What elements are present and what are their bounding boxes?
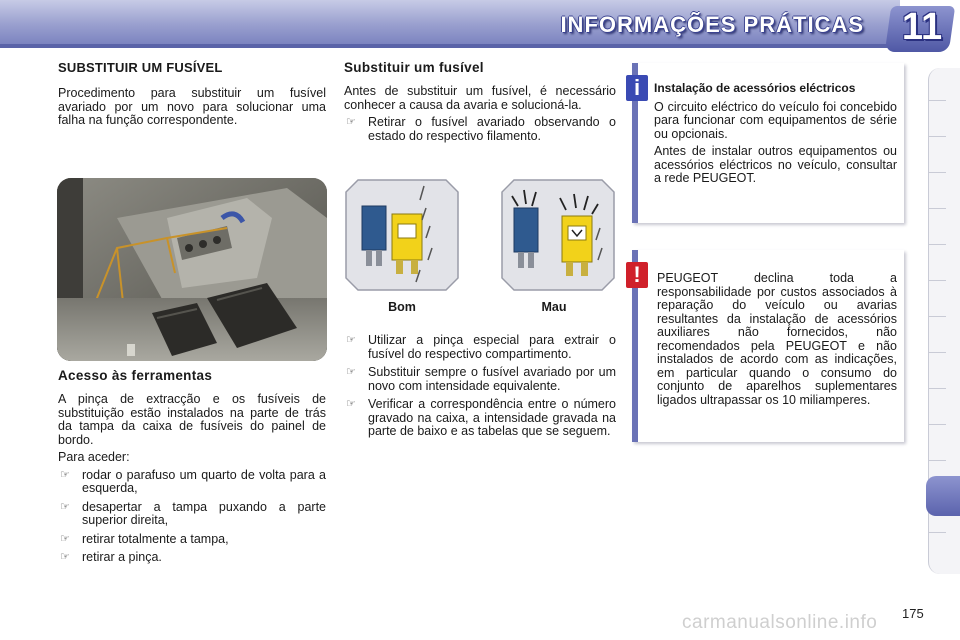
page-number: 175 (902, 606, 924, 621)
pointing-hand-icon: ☞ (346, 334, 356, 346)
column-replace-fuse (344, 60, 616, 148)
tools-heading: Acesso às ferramentas (58, 368, 213, 383)
list-item: ☞ rodar o parafuso um quarto de volta para a esquerda, (60, 467, 326, 495)
fuse-good-label: Bom (388, 300, 416, 314)
side-tab-active[interactable] (926, 476, 960, 516)
fuse-good-illustration (344, 178, 460, 292)
info-title: Instalação de acessórios eléctricos (654, 81, 856, 95)
access-label: Para aceder: (58, 450, 130, 464)
pointing-hand-icon: ☞ (346, 366, 356, 378)
list-item: ☞ Verificar a correspondência entre o número gravado na caixa, a intensidade gravada na parte de baixo e as tabelas que se seguem. (346, 397, 616, 438)
side-tab-divider (928, 352, 946, 353)
fuse-bad-illustration (500, 178, 616, 292)
fuse-bad-label: Mau (541, 300, 567, 314)
page-header (0, 0, 960, 52)
intro-paragraph: Procedimento para substituir um fusível avariado por um novo para solucionar uma falha na função correspondente. (58, 86, 326, 127)
list-item: ☞ desapertar a tampa puxando a parte superior direita, (60, 499, 326, 527)
side-tab-divider (928, 532, 946, 533)
info-content (654, 82, 897, 190)
replace-heading: Substituir um fusível (344, 60, 484, 75)
side-tab-divider (928, 316, 946, 317)
side-tab-divider (928, 280, 946, 281)
warning-icon: ! (626, 262, 648, 288)
pointing-hand-icon: ☞ (60, 500, 70, 513)
warning-paragraph: PEUGEOT declina toda a responsabilidade por custos associados à reparação do veículo ou avarias resultantes da instalação de acessórios auxiliares não fornecidos, não recomendados pela PEUGEOT e não instalados de acordo com as indicações, em particular quando o consumo do conjunto de aparelhos suplementares ligados ultrapassar os 10 miliamperes. (657, 271, 897, 407)
fuse-bad-image (500, 178, 616, 292)
pointing-hand-icon: ☞ (346, 116, 356, 128)
info-paragraph: Antes de instalar outros equipamentos ou acessórios eléctricos no veículo, consultar a rede PEUGEOT. (654, 144, 897, 185)
info-icon: i (626, 75, 648, 101)
chapter-title: INFORMAÇÕES PRÁTICAS (560, 12, 864, 37)
fuse-good-image (344, 178, 460, 292)
side-tab-divider (928, 100, 946, 101)
warning-content (657, 272, 897, 411)
column-fuse-intro (58, 60, 326, 132)
list-item: ☞ retirar a pinça. (60, 550, 162, 564)
side-tab-divider (928, 388, 946, 389)
list-item: ☞ retirar totalmente a tampa, (60, 531, 229, 546)
replace-first-step (344, 116, 616, 143)
access-steps-list (58, 469, 326, 565)
watermark: carmanualsonline.info (682, 612, 878, 633)
side-tab-divider (928, 460, 946, 461)
dashboard-photo (57, 178, 327, 361)
tools-paragraph: A pinça de extracção e os fusíveis de substituição estão instalados na parte de trás da tampa da caixa de fusíveis do painel de bordo. (58, 392, 326, 447)
replace-steps-list (344, 334, 616, 439)
dashboard-fusebox-photo (57, 178, 327, 361)
info-paragraph: O circuito eléctrico do veículo foi concebido para funcionar com equipamentos de série ou opcionais. (654, 99, 897, 141)
list-item: ☞ Substituir sempre o fusível avariado por um novo com intensidade equivalente. (346, 365, 616, 393)
replace-intro: Antes de substituir um fusível, é necessário conhecer a causa da avaria e solucioná-la. (344, 84, 616, 112)
replace-steps (344, 334, 616, 444)
pointing-hand-icon: ☞ (60, 551, 70, 563)
side-tab-divider (928, 244, 946, 245)
list-item: ☞ Retirar o fusível avariado observando o estado do respectivo filamento. (346, 115, 616, 143)
side-tab-divider (928, 208, 946, 209)
pointing-hand-icon: ☞ (346, 398, 356, 410)
section-heading: SUBSTITUIR UM FUSÍVEL (58, 60, 223, 75)
side-tab-divider (928, 172, 946, 173)
side-tab-divider (928, 424, 946, 425)
side-tab-divider (928, 136, 946, 137)
chapter-number: 11 (901, 6, 943, 48)
pointing-hand-icon: ☞ (60, 468, 70, 481)
list-item: ☞ Utilizar a pinça especial para extrair o fusível do respectivo compartimento. (346, 333, 616, 361)
column-tools-access (58, 368, 326, 570)
pointing-hand-icon: ☞ (60, 532, 70, 545)
